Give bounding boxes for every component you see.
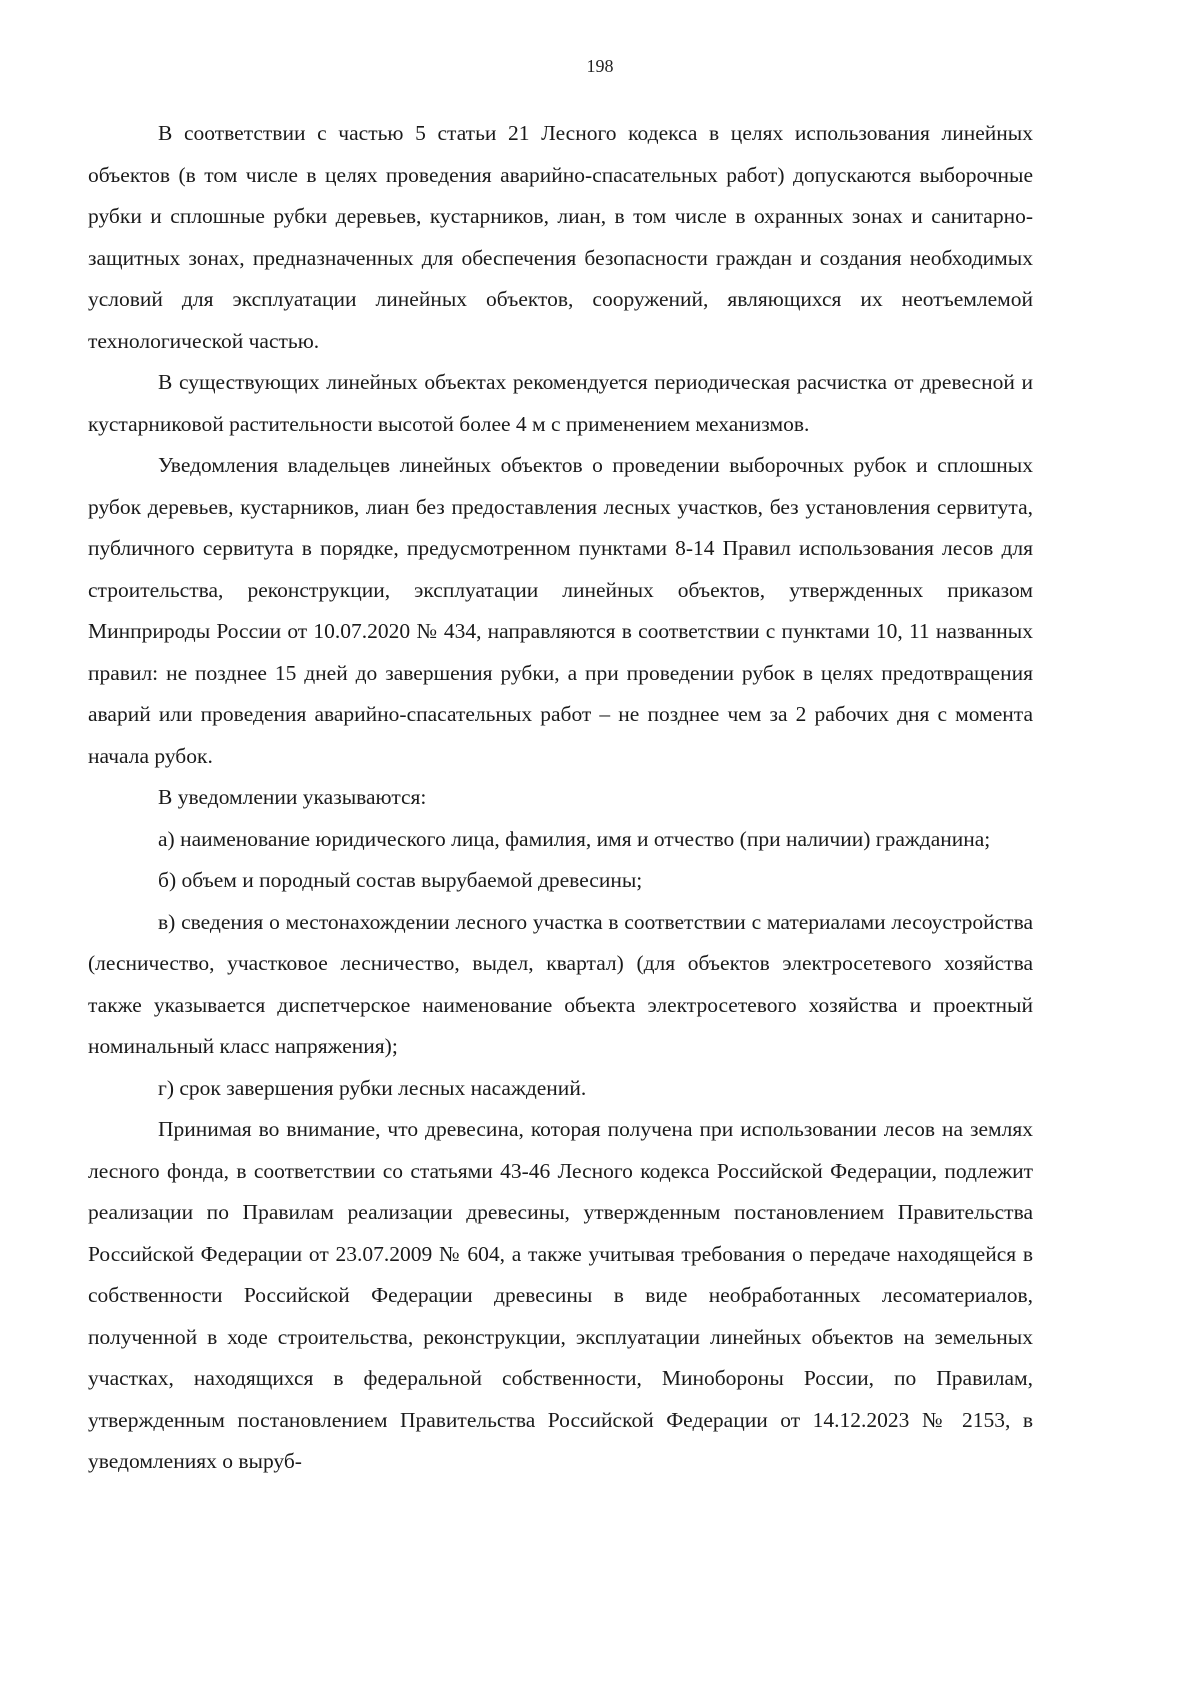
list-item: в) сведения о местонахождении лесного участка в соответствии с материалами лесоустройства (лесничество, участковое лесничество, выдел, квартал) (для объектов электросетевого хозяйства также указывается диспетчерское наименование объекта электросетевого хозяйства и проектный номинальный класс напряжения); <box>88 909 1033 1058</box>
paragraph: В существующих линейных объектах рекомендуется периодическая расчистка от древесной и кустарниковой растительности высотой более 4 м с применением механизмов. <box>88 370 1033 436</box>
document-body <box>88 113 1033 1483</box>
page-number: 198 <box>586 56 614 76</box>
paragraph: Уведомления владельцев линейных объектов о проведении выборочных рубок и сплошных рубок деревьев, кустарников, лиан без предоставления лесных участков, без установления сервитута, публичного сервитута в порядке, предусмотренном пунктами 8-14 Правил использования лесов для строительства, реконструкции, эксплуатации линейных объектов, утвержденных приказом Минприроды России от 10.07.2020 № 434, направляются в соответствии с пунктами 10, 11 названных правил: не позднее 15 дней до завершения рубки, а при проведении рубок в целях предотвращения аварий или проведения аварийно-спасательных работ – не позднее чем за 2 рабочих дня с момента начала рубок. <box>88 453 1033 768</box>
list-item: г) срок завершения рубки лесных насаждений. <box>158 1075 587 1100</box>
paragraph: В соответствии с частью 5 статьи 21 Лесного кодекса в целях использования линейных объектов (в том числе в целях проведения аварийно-спасательных работ) допускаются выборочные рубки и сплошные рубки деревьев, кустарников, лиан, в том числе в охранных зонах и санитарно-защитных зонах, предназначенных для обеспечения безопасности граждан и создания необходимых условий для эксплуатации линейных объектов, сооружений, являющихся их неотъемлемой технологической частью. <box>88 121 1033 353</box>
list-item: а) наименование юридического лица, фамилия, имя и отчество (при наличии) гражданина; <box>158 826 991 851</box>
paragraph: Принимая во внимание, что древесина, которая получена при использовании лесов на землях лесного фонда, в соответствии со статьями 43-46 Лесного кодекса Российской Федерации, подлежит реализации по Правилам реализации древесины, утвержденным постановлением Правительства Российской Федерации от 23.07.2009 № 604, а также учитывая требования о передаче находящейся в собственности Российской Федерации древесины в виде необработанных лесоматериалов, полученной в ходе строительства, реконструкции, эксплуатации линейных объектов на земельных участках, находящихся в федеральной собственности, Минобороны России, по Правилам, утвержденным постановлением Правительства Российской Федерации от 14.12.2023 № 2153, в уведомлениях о выруб- <box>88 1117 1033 1473</box>
list-item: б) объем и породный состав вырубаемой древесины; <box>158 868 643 892</box>
paragraph: В уведомлении указываются: <box>158 785 427 809</box>
